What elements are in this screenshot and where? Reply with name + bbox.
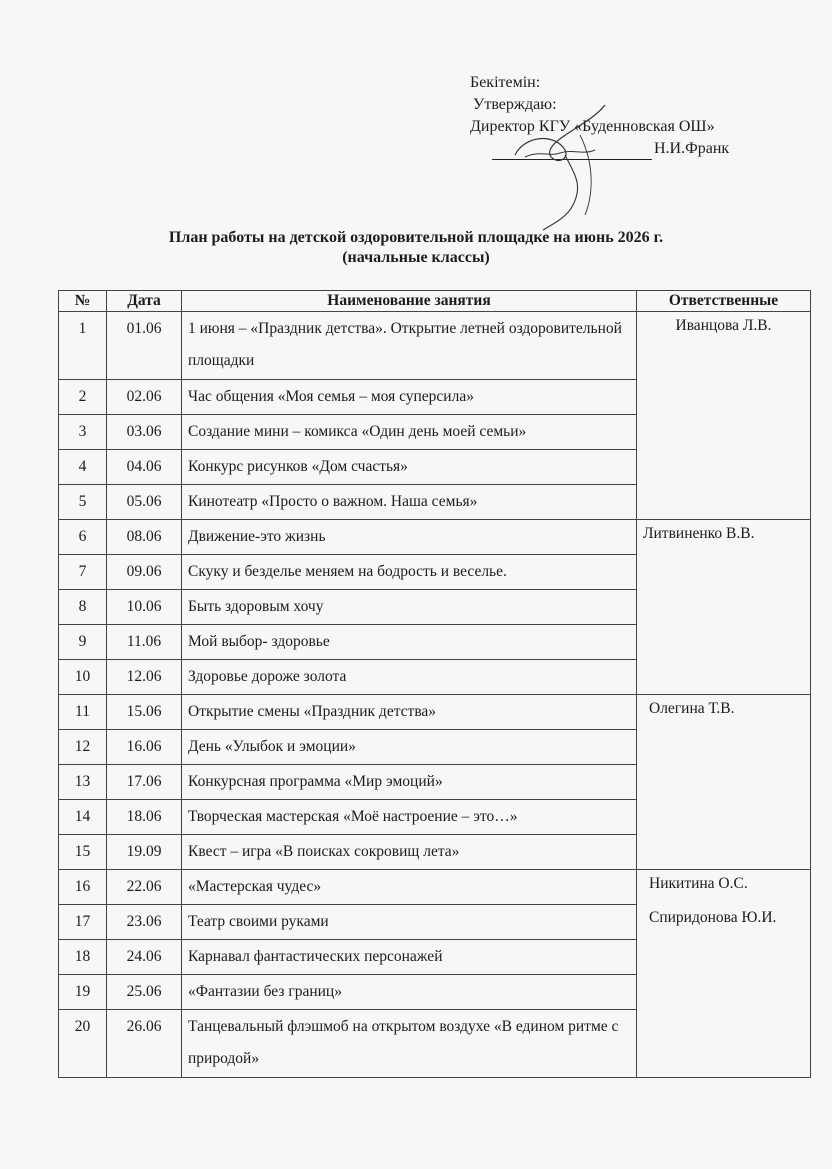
row-date: 16.06 xyxy=(107,730,182,765)
row-number: 1 xyxy=(59,312,107,380)
row-activity: Конкурсная программа «Мир эмоций» xyxy=(182,765,637,800)
row-activity: Конкурс рисунков «Дом счастья» xyxy=(182,450,637,485)
row-number: 15 xyxy=(59,835,107,870)
row-number: 12 xyxy=(59,730,107,765)
approval-russian: Утверждаю: xyxy=(473,96,557,113)
row-number: 13 xyxy=(59,765,107,800)
row-activity: «Мастерская чудес» xyxy=(182,870,637,905)
row-number: 11 xyxy=(59,695,107,730)
handwritten-signature xyxy=(495,95,635,235)
row-activity: Здоровье дороже золота xyxy=(182,660,637,695)
responsible-name: Спиридонова Ю.И. xyxy=(649,909,777,926)
row-date: 12.06 xyxy=(107,660,182,695)
row-date: 10.06 xyxy=(107,590,182,625)
row-date: 03.06 xyxy=(107,415,182,450)
row-number: 10 xyxy=(59,660,107,695)
row-number: 19 xyxy=(59,975,107,1010)
table-row xyxy=(59,520,811,555)
table-header-row xyxy=(59,291,811,312)
row-activity: Час общения «Моя семья – моя суперсила» xyxy=(182,380,637,415)
row-activity: День «Улыбок и эмоции» xyxy=(182,730,637,765)
row-date: 02.06 xyxy=(107,380,182,415)
row-date: 09.06 xyxy=(107,555,182,590)
row-number: 14 xyxy=(59,800,107,835)
responsible-group-2 xyxy=(637,520,811,695)
title-line-2: (начальные классы) xyxy=(342,249,490,266)
signer-name: Н.И.Франк xyxy=(654,140,730,157)
row-activity: Квест – игра «В поисках сокровищ лета» xyxy=(182,835,637,870)
document-title xyxy=(0,228,832,268)
row-date: 05.06 xyxy=(107,485,182,520)
row-activity: Карнавал фантастических персонажей xyxy=(182,940,637,975)
approval-kazakh: Бекітемін: xyxy=(470,74,541,91)
row-date: 18.06 xyxy=(107,800,182,835)
row-number: 2 xyxy=(59,380,107,415)
row-activity: Кинотеатр «Просто о важном. Наша семья» xyxy=(182,485,637,520)
row-activity: 1 июня – «Праздник детства». Открытие летней оздоровительной площадки xyxy=(182,312,637,380)
responsible-group-3 xyxy=(637,695,811,870)
header-number: № xyxy=(59,291,107,312)
row-number: 7 xyxy=(59,555,107,590)
header-date: Дата xyxy=(107,291,182,312)
row-number: 3 xyxy=(59,415,107,450)
row-date: 24.06 xyxy=(107,940,182,975)
row-number: 4 xyxy=(59,450,107,485)
responsible-name: Никитина О.С. xyxy=(649,875,748,892)
row-activity: Танцевальный флэшмоб на открытом воздухе «В едином ритме с природой» xyxy=(182,1010,637,1078)
responsible-group-1 xyxy=(637,312,811,520)
table-row xyxy=(59,695,811,730)
responsible-name: Олегина Т.В. xyxy=(649,700,735,717)
responsible-name: Литвиненко В.В. xyxy=(643,525,755,542)
row-date: 15.06 xyxy=(107,695,182,730)
row-number: 9 xyxy=(59,625,107,660)
row-number: 5 xyxy=(59,485,107,520)
responsible-name: Иванцова Л.В. xyxy=(675,317,772,334)
row-activity: Мой выбор- здоровье xyxy=(182,625,637,660)
row-activity: Творческая мастерская «Моё настроение – это…» xyxy=(182,800,637,835)
row-number: 8 xyxy=(59,590,107,625)
row-number: 17 xyxy=(59,905,107,940)
row-date: 04.06 xyxy=(107,450,182,485)
row-number: 18 xyxy=(59,940,107,975)
row-date: 25.06 xyxy=(107,975,182,1010)
row-date: 11.06 xyxy=(107,625,182,660)
row-activity: Скуку и безделье меняем на бодрость и веселье. xyxy=(182,555,637,590)
row-activity: «Фантазии без границ» xyxy=(182,975,637,1010)
table-row xyxy=(59,870,811,905)
row-number: 20 xyxy=(59,1010,107,1078)
schedule-table xyxy=(58,290,811,1078)
row-number: 6 xyxy=(59,520,107,555)
title-line-1: План работы на детской оздоровительной площадке на июнь 2026 г. xyxy=(168,229,664,246)
row-activity: Открытие смены «Праздник детства» xyxy=(182,695,637,730)
row-date: 19.09 xyxy=(107,835,182,870)
row-activity: Быть здоровым хочу xyxy=(182,590,637,625)
row-date: 22.06 xyxy=(107,870,182,905)
row-activity: Театр своими руками xyxy=(182,905,637,940)
header-responsible: Ответственные xyxy=(637,291,811,312)
row-date: 23.06 xyxy=(107,905,182,940)
table-row xyxy=(59,312,811,380)
row-activity: Движение-это жизнь xyxy=(182,520,637,555)
row-date: 26.06 xyxy=(107,1010,182,1078)
approval-position: Директор КГУ «Буденновская ОШ» xyxy=(470,118,715,135)
row-activity: Создание мини – комикса «Один день моей семьи» xyxy=(182,415,637,450)
header-activity: Наименование занятия xyxy=(182,291,637,312)
row-date: 01.06 xyxy=(107,312,182,380)
row-number: 16 xyxy=(59,870,107,905)
row-date: 08.06 xyxy=(107,520,182,555)
responsible-group-4 xyxy=(637,870,811,1078)
row-date: 17.06 xyxy=(107,765,182,800)
